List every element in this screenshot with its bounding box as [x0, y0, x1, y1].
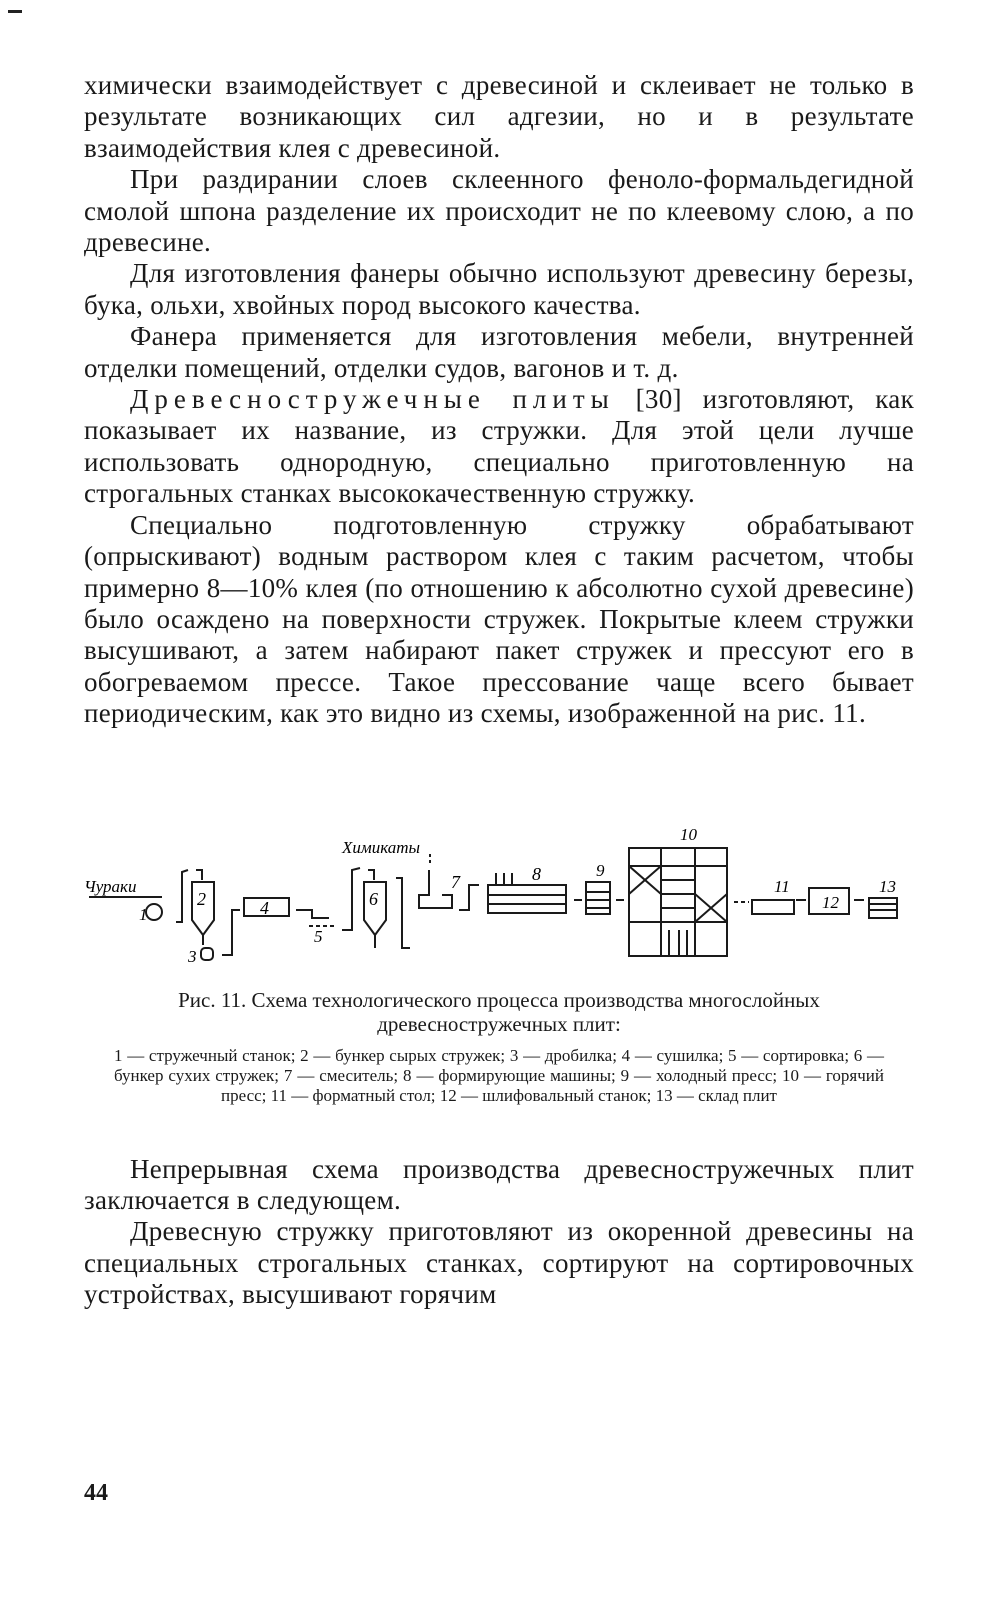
paragraph-1: химически взаимодействует с древесиной и склеивает не только в результате возникающих сил адгезии, но и в результате взаимодействия клея с древесиной. [84, 70, 914, 163]
forming-machine-shape [488, 885, 566, 913]
paragraph-5 [84, 384, 914, 510]
term-particleboard: Древесностружечные плиты [130, 384, 615, 415]
paragraph-8: Древесную стружку приготовляют из окоренной древесины на специальных строгальных станках, сортируют на сортировочных устройствах, высушивают горячим [84, 1216, 914, 1310]
num-12: 12 [822, 892, 839, 912]
num-2: 2 [197, 888, 206, 909]
paragraph-6: Специально подготовленную стружку обрабатывают (опрыскивают) водным раствором клея с таким расчетом, чтобы примерно 8—10% клея (по отношению к абсолютно сухой древесине) было осаждено на поверхности стружек. Покрытые клеем стружки высушивают, а затем набирают пакет стружек и прессуют его в обогреваемом прессе. Такое прессование чаще всего бывает периодическим, как это видно из схемы, изображенной на рис. 11. [84, 509, 914, 729]
num-1: 1 [139, 904, 148, 924]
crusher-shape [201, 948, 213, 960]
chip-machine-shape [146, 904, 162, 920]
num-6: 6 [369, 888, 378, 909]
num-8: 8 [532, 863, 541, 884]
num-13: 13 [879, 876, 896, 896]
num-3: 3 [188, 946, 197, 966]
paragraph-5-rest: [30] изготовляют, как показывает их название, из стружки. Для этой цели лучше использовать однородную, специально приготовленную на строгальных станках высококачественную стружку. [84, 384, 914, 509]
num-7: 7 [451, 871, 460, 892]
num-11: 11 [774, 876, 790, 896]
format-table-shape [752, 900, 794, 914]
label-chemicals: Химикаты [342, 837, 421, 857]
label-chuRaki: Чураки [84, 876, 137, 896]
scan-mark [8, 10, 22, 13]
paragraph-4: Фанера применяется для изготовления мебели, внутренней отделки помещений, отделки судов, вагонов и т. д. [84, 321, 914, 383]
paragraph-2: При раздирании слоев склеенного феноло-формальдегидной смолой шпона разделение их происходит не по клеевому слою, а по древесине. [84, 164, 914, 258]
board-storage-shape [869, 898, 897, 918]
cold-press-shape [586, 882, 610, 914]
mixer-shape [459, 885, 479, 910]
page-number: 44 [84, 1480, 108, 1506]
num-9: 9 [596, 860, 605, 880]
paragraph-7: Непрерывная схема производства древесностружечных плит заключается в следующем. [84, 1153, 914, 1215]
num-4: 4 [260, 897, 269, 918]
paragraph-3: Для изготовления фанеры обычно используют древесину березы, бука, ольхи, хвойных пород высокого качества. [84, 258, 914, 320]
figure-caption: Рис. 11. Схема технологического процесса производства многослойных древесностружечных плит: [178, 987, 820, 1036]
figure-legend: 1 — стружечный станок; 2 — бункер сырых стружек; 3 — дробилка; 4 — сушилка; 5 — сортировка; 6 — бункер сухих стружек; 7 — смеситель; 8 — формирующие машины; 9 — холодный пресс; 10 — горячий пресс; 11 — форматный стол; 12 — шлифовальный станок; 13 — склад плит [114, 1045, 884, 1105]
process-diagram [84, 770, 914, 980]
num-5: 5 [314, 926, 323, 946]
num-10: 10 [680, 824, 697, 844]
process-diagram-svg [84, 770, 914, 980]
page-body [84, 70, 914, 1311]
